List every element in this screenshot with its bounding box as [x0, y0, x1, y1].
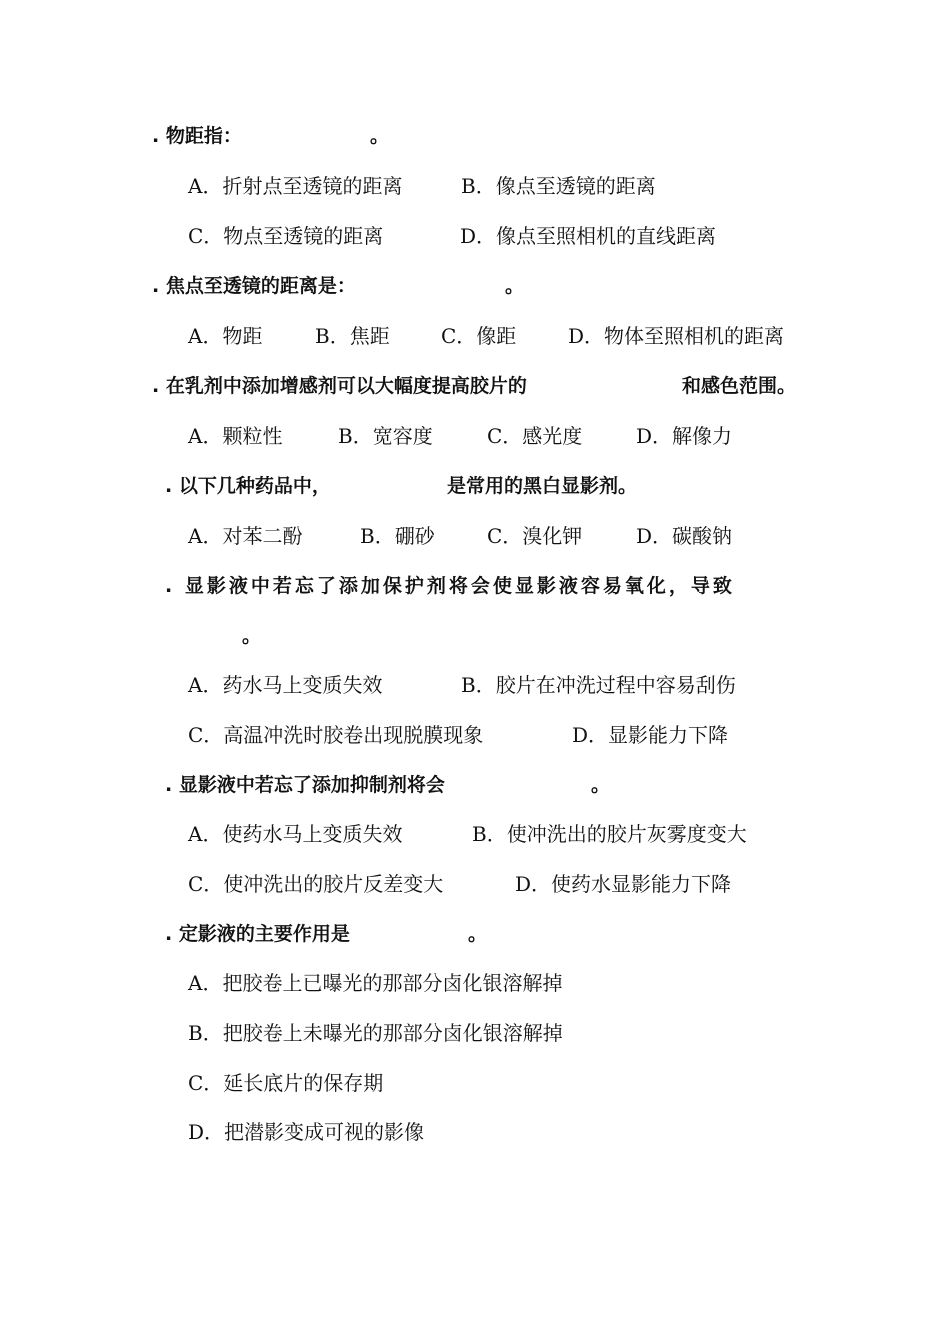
- question-stem-text: . 焦点至透镜的距离是：: [152, 275, 356, 297]
- option-b: B．焦距: [315, 324, 390, 348]
- option-c: C．感光度: [487, 424, 583, 448]
- option-b: B．胶片在冲洗过程中容易刮伤: [461, 673, 736, 697]
- option-b: B．硼砂: [360, 524, 435, 548]
- option-a: A．折射点至透镜的距离: [188, 174, 403, 198]
- question-7-option-b: [188, 1019, 668, 1047]
- question-stem-text: . 显影液中若忘了添加保护剂将会使显影液容易氧化，导致: [165, 575, 735, 597]
- option-b: B．宽容度: [338, 424, 433, 448]
- question-5-stem: [165, 572, 825, 600]
- question-3-options-row-1: [188, 422, 788, 450]
- question-7-option-c: [188, 1069, 668, 1097]
- question-1-stem: [152, 122, 552, 150]
- question-stem-text: . 显影液中若忘了添加抑制剂将会: [165, 774, 445, 796]
- option-d: D．物体至照相机的距离: [568, 324, 785, 348]
- question-stem-text: . 以下几种药品中，: [165, 475, 331, 497]
- question-7-stem: [165, 920, 525, 948]
- question-stem-text: . 物距指：: [152, 125, 242, 147]
- option-c: C．使冲洗出的胶片反差变大: [188, 872, 444, 896]
- option-c: C．像距: [441, 324, 517, 348]
- option-a: A．对苯二酚: [188, 524, 303, 548]
- option-a: A．物距: [188, 324, 263, 348]
- question-6-options-row-1: [188, 820, 808, 848]
- question-6-options-row-2: [188, 870, 788, 898]
- question-blank-end: 。: [242, 625, 262, 647]
- question-stem-text: . 定影液的主要作用是: [165, 923, 350, 945]
- question-blank-end: 。: [468, 923, 488, 945]
- question-6-stem: [165, 771, 625, 799]
- option-b: B．使冲洗出的胶片灰雾度变大: [472, 822, 747, 846]
- question-3-stem: [152, 372, 832, 400]
- question-2-options-row-1: [188, 322, 828, 350]
- question-stem-text: . 在乳剂中添加增感剂可以大幅度提高胶片的: [152, 375, 527, 397]
- option-d: D．碳酸钠: [636, 524, 733, 548]
- option-c: C．溴化钾: [487, 524, 583, 548]
- option-a: A．颗粒性: [188, 424, 283, 448]
- question-1-options-row-1: [188, 172, 748, 200]
- question-stem-tail: 和感色范围。: [682, 375, 797, 397]
- question-blank-end: 。: [591, 774, 611, 796]
- question-4-options-row-1: [188, 522, 788, 550]
- question-4-stem: [165, 472, 725, 500]
- question-5-options-row-1: [188, 671, 788, 699]
- question-1-options-row-2: [188, 222, 788, 250]
- option-a: A．药水马上变质失效: [188, 673, 383, 697]
- option-d: D．使药水显影能力下降: [515, 872, 732, 896]
- question-7-option-d: [188, 1118, 668, 1146]
- question-5-options-row-2: [188, 721, 788, 749]
- option-d: D．解像力: [636, 424, 733, 448]
- option-a: A．使药水马上变质失效: [188, 822, 403, 846]
- question-5-stem-continuation: [242, 622, 302, 650]
- question-blank-end: 。: [505, 275, 525, 297]
- option-c: C．物点至透镜的距离: [188, 224, 384, 248]
- option-c: C．延长底片的保存期: [188, 1071, 384, 1095]
- option-b: B．像点至透镜的距离: [461, 174, 656, 198]
- option-d: D．像点至照相机的直线距离: [460, 224, 717, 248]
- question-7-option-a: [188, 969, 668, 997]
- option-c: C．高温冲洗时胶卷出现脱膜现象: [188, 723, 484, 747]
- question-blank-end: 。: [370, 125, 390, 147]
- question-stem-tail: 是常用的黑白显影剂。: [447, 475, 638, 497]
- option-d: D．显影能力下降: [572, 723, 729, 747]
- option-b: B．把胶卷上未曝光的那部分卤化银溶解掉: [188, 1021, 563, 1045]
- option-a: A．把胶卷上已曝光的那部分卤化银溶解掉: [188, 971, 563, 995]
- option-d: D．把潜影变成可视的影像: [188, 1120, 425, 1144]
- question-2-stem: [152, 272, 552, 300]
